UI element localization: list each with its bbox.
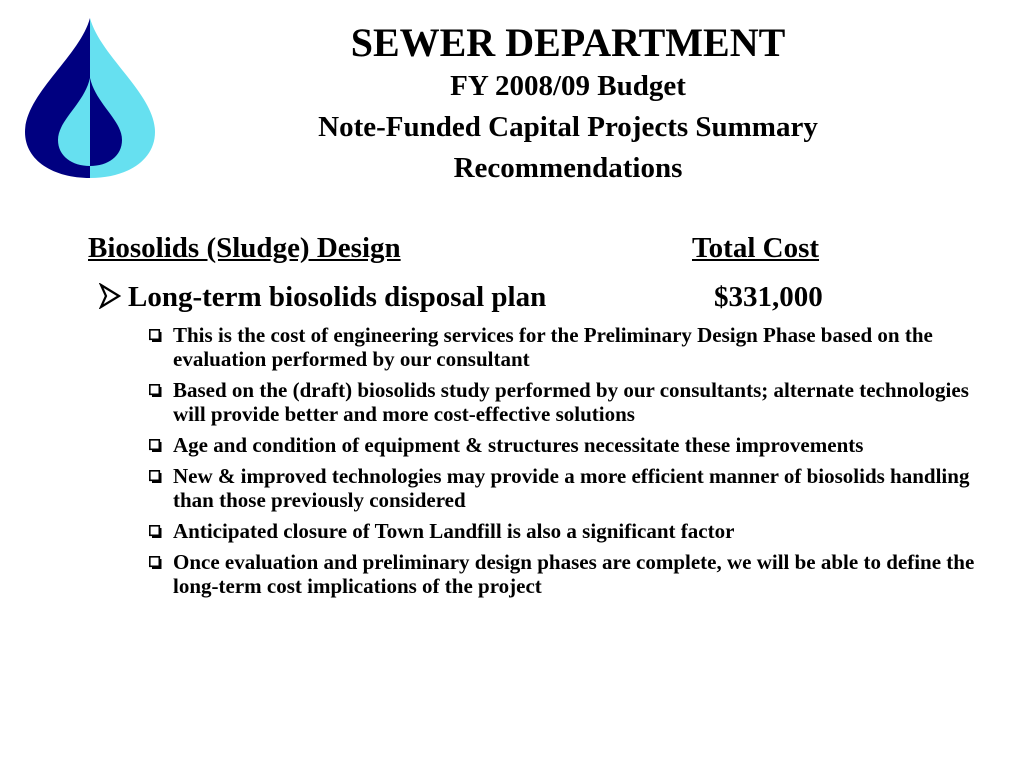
list-item	[148, 323, 994, 371]
checkbox-bullet-icon	[149, 525, 162, 538]
checkbox-bullet-icon	[149, 556, 162, 569]
list-item-text: Age and condition of equipment & structures necessitate these improvements	[173, 433, 864, 457]
budget-year: FY 2008/09 Budget	[450, 70, 686, 102]
arrow-bullet-icon	[99, 283, 121, 309]
checkbox-bullet-icon	[149, 470, 162, 483]
list-item-text: Anticipated closure of Town Landfill is also a significant factor	[173, 519, 735, 543]
list-item	[148, 519, 994, 543]
list-item-text: New & improved technologies may provide a more efficient manner of biosolids handling than those previously considered	[173, 464, 970, 512]
list-item-text: Once evaluation and preliminary design phases are complete, we will be able to define the long-term cost implications of the project	[173, 550, 975, 598]
list-item	[148, 378, 994, 426]
checkbox-bullet-icon	[149, 384, 162, 397]
summary-title: Note-Funded Capital Projects Summary	[318, 111, 818, 143]
detail-list	[148, 323, 994, 605]
checkbox-bullet-icon	[149, 329, 162, 342]
water-drop-logo-icon	[22, 16, 158, 180]
item-cost: $331,000	[714, 281, 823, 313]
section-heading: Biosolids (Sludge) Design	[88, 232, 401, 264]
list-item-text: Based on the (draft) biosolids study performed by our consultants; alternate technologies will provide better and more cost-effective solutions	[173, 378, 969, 426]
total-cost-heading: Total Cost	[692, 232, 820, 264]
page-title: SEWER DEPARTMENT	[350, 20, 786, 65]
recommendations-title: Recommendations	[453, 152, 683, 184]
list-item	[148, 433, 994, 457]
list-item	[148, 464, 994, 512]
list-item-text: This is the cost of engineering services for the Preliminary Design Phase based on the evaluation performed by our consultant	[173, 323, 933, 371]
item-label: Long-term biosolids disposal plan	[128, 281, 547, 313]
title-block	[250, 20, 886, 189]
checkbox-bullet-icon	[149, 439, 162, 452]
list-item	[148, 550, 994, 598]
